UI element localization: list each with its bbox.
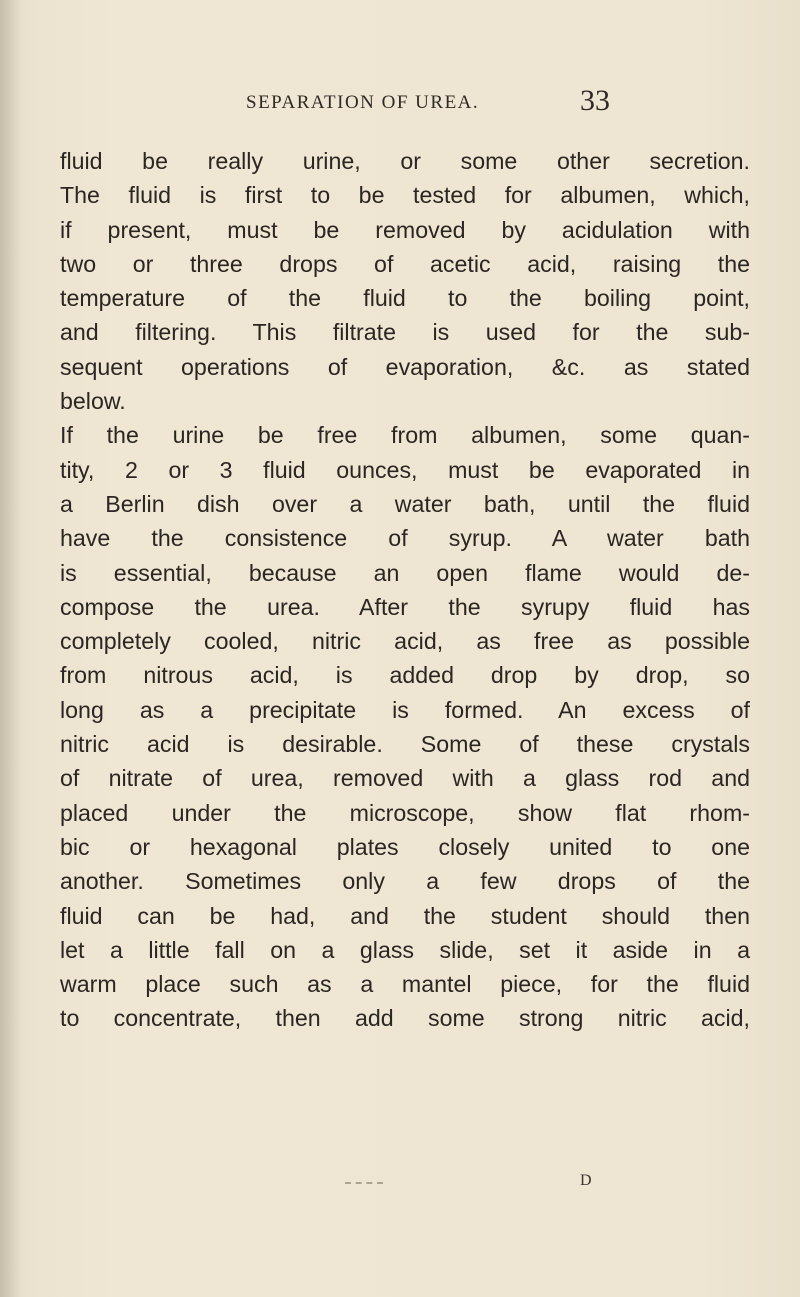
text-line: have the consistence of syrup. A water bath [60, 525, 750, 552]
text-line: and filtering. This filtrate is used for the sub- [60, 319, 750, 346]
page-number: 33 [580, 84, 610, 117]
text-line: long as a precipitate is formed. An excess of [60, 696, 750, 723]
ink-smudge [345, 1182, 383, 1186]
signature-mark: D [580, 1172, 592, 1189]
spine-shadow [0, 0, 22, 1297]
text-line: another. Sometimes only a few drops of the [60, 868, 750, 895]
text-line: compose the urea. After the syrupy fluid has [60, 593, 750, 620]
text-line: placed under the microscope, show flat rhom- [60, 799, 750, 826]
text-line: of nitrate of urea, removed with a glass rod and [60, 765, 750, 792]
running-head [150, 84, 790, 128]
body-text [60, 144, 750, 1036]
text-line: completely cooled, nitric acid, as free as possible [60, 628, 750, 655]
text-line: is essential, because an open flame would de- [60, 559, 750, 586]
text-line: temperature of the fluid to the boiling point, [60, 285, 750, 312]
text-line: warm place such as a mantel piece, for the fluid [60, 971, 750, 998]
running-title: SEPARATION OF UREA. [246, 92, 480, 113]
text-line: fluid be really urine, or some other secretion. [60, 148, 750, 174]
text-line: let a little fall on a glass slide, set it aside in a [60, 936, 750, 963]
text-line: to concentrate, then add some strong nitric acid, [60, 1005, 750, 1032]
text-line: a Berlin dish over a water bath, until the fluid [60, 490, 750, 517]
text-line: bic or hexagonal plates closely united to one [60, 833, 750, 860]
paragraph-first-line: If the urine be free from albumen, some quan- [60, 422, 750, 449]
text-line: from nitrous acid, is added drop by drop, so [60, 662, 750, 689]
text-line: tity, 2 or 3 fluid ounces, must be evaporated in [60, 456, 750, 483]
text-line: below. [60, 388, 126, 415]
text-line: nitric acid is desirable. Some of these crystals [60, 731, 750, 758]
text-line: two or three drops of acetic acid, raising the [60, 250, 750, 277]
text-line: fluid can be had, and the student should then [60, 902, 750, 929]
text-line: if present, must be removed by acidulation with [60, 216, 750, 243]
text-line: The fluid is first to be tested for albumen, which, [60, 182, 750, 209]
text-line: sequent operations of evaporation, &c. as stated [60, 353, 750, 380]
